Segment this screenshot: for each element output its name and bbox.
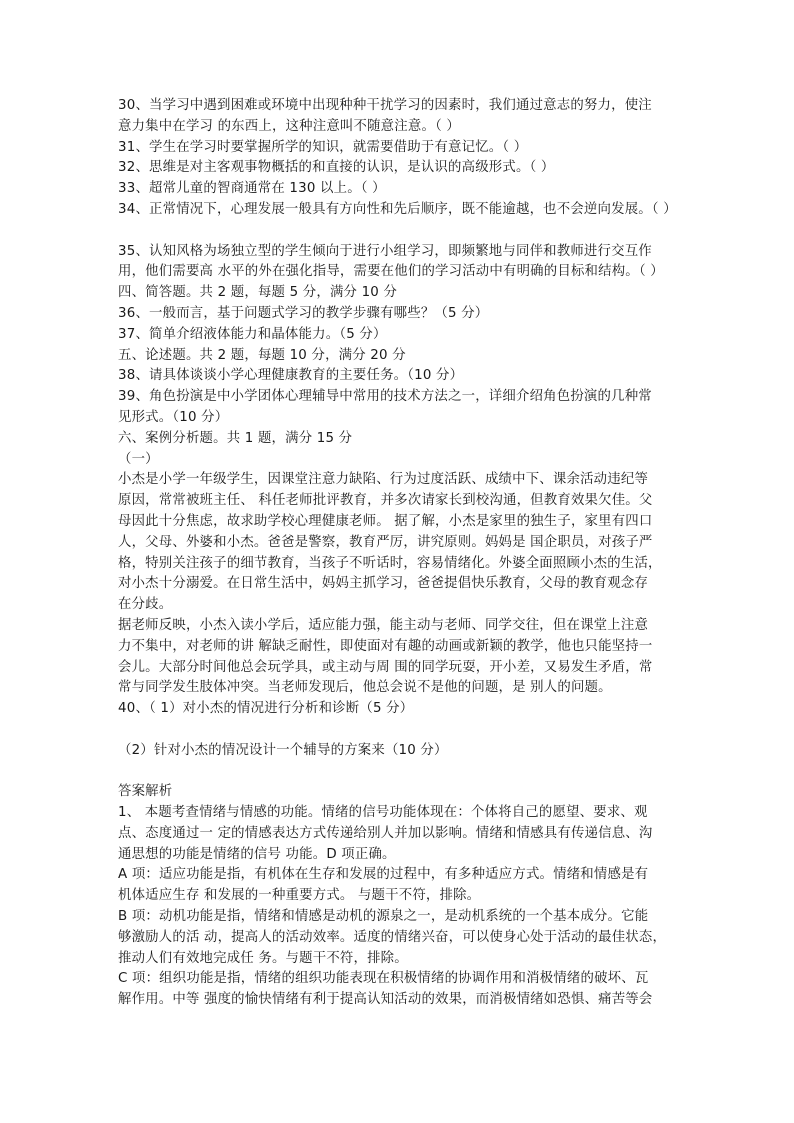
- case-paragraph-2-line-3: 会儿。大部分时间他总会玩学具，或主动与周 围的同学玩耍，开小差，又易发生矛盾，常: [118, 659, 653, 675]
- case-paragraph-1-line-3: 母因此十分焦虑，故求助学校心理健康老师。 据了解，小杰是家里的独生子，家里有四口: [118, 513, 653, 529]
- answer-1-option-a-line-2: 机体适应生存 和发展的一种重要方式。 与题干不符，排除。: [118, 888, 481, 904]
- question-31: 31、学生在学习时要掌握所学的知识，就需要借助于有意记忆。（ ）: [118, 139, 528, 155]
- case-paragraph-2-line-4: 常与同学发生肢体冲突。当老师发现后，他总会说不是他的问题，是 别人的问题。: [118, 680, 612, 696]
- case-paragraph-1-line-7: 在分歧。: [118, 597, 173, 613]
- case-paragraph-2-line-1: 据老师反映，小杰入读小学后，适应能力强，能主动与老师、同学交往，但在课堂上注意: [118, 617, 649, 633]
- question-37: 37、简单介绍液体能力和晶体能力。（5 分）: [118, 326, 387, 342]
- answer-1-line-1: 1、 本题考查情绪与情感的功能。情绪的信号功能体现在：个体将自己的愿望、要求、观: [118, 805, 648, 821]
- answer-1-line-2: 点、态度通过一 定的情感表达方式传递给别人并加以影响。情绪和情感具有传递信息、沟: [118, 825, 653, 841]
- answer-1-option-b-line-2: 够激励人的活 动，提高人的活动效率。适度的情绪兴奋，可以使身心处于活动的最佳状态，: [118, 929, 667, 945]
- answer-1-option-b-line-1: B 项：动机功能是指，情绪和情感是动机的源泉之一，是动机系统的一个基本成分。它能: [118, 909, 649, 925]
- case-paragraph-2-line-2: 力不集中，对老师的讲 解缺乏耐性，即使面对有趣的动画或新颖的教学，他也只能坚持一: [118, 638, 653, 654]
- case-paragraph-1-line-5: 格，特别关注孩子的细节教育，当孩子不听话时，容易情绪化。外婆全面照顾小杰的生活，: [118, 555, 662, 571]
- case-paragraph-1-line-4: 人，父母、外婆和小杰。爸爸是警察，教育严厉，讲究原则。妈妈是 国企职员，对孩子严: [118, 534, 653, 550]
- question-30-line-1: 30、当学习中遇到困难或环境中出现种种干扰学习的因素时，我们通过意志的努力，使注: [118, 98, 652, 113]
- blank-line: [118, 221, 698, 242]
- answer-1-line-3: 通思想的功能是情绪的信号 功能。D 项正确。: [118, 846, 396, 862]
- question-38: 38、请具体谈谈小学心理健康教育的主要任务。（10 分）: [118, 368, 464, 384]
- section-heading-case-analysis: 六、案例分析题。共 1 题，满分 15 分: [118, 430, 353, 446]
- question-34: 34、正常情况下，心理发展一般具有方向性和先后顺序，既不能逾越，也不会逆向发展。（ ）: [118, 201, 677, 217]
- question-33: 33、超常儿童的智商通常在 130 以上。（ ）: [118, 181, 386, 197]
- blank-line: [118, 762, 698, 783]
- case-paragraph-1-line-1: 小杰是小学一年级学生，因课堂注意力缺陷、行为过度活跃、成绩中下、课余活动违纪等: [118, 472, 649, 488]
- question-40-part-2: （2）针对小杰的情况设计一个辅导的方案来（10 分）: [118, 742, 448, 758]
- section-heading-essay: 五、论述题。共 2 题，每题 10 分，满分 20 分: [118, 347, 406, 363]
- question-36: 36、一般而言，基于问题式学习的教学步骤有哪些？（5 分）: [118, 305, 489, 321]
- question-39-line-2: 见形式。（10 分）: [118, 409, 229, 425]
- answer-1-option-c-line-1: C 项：组织功能是指，情绪的组织功能表现在积极情绪的协调作用和消极情绪的破坏、瓦: [118, 971, 649, 987]
- case-number: （一）: [118, 451, 159, 467]
- answer-1-option-c-line-2: 解作用。中等 强度的愉快情绪有利于提高认知活动的效果，而消极情绪如恐惧、痛苦等会: [118, 992, 653, 1008]
- case-paragraph-1-line-2: 原因，常常被班主任、 科任老师批评教育，并多次请家长到校沟通，但教育效果欠佳。父: [118, 493, 653, 509]
- question-35-line-1: 35、认知风格为场独立型的学生倾向于进行小组学习，即频繁地与同伴和教师进行交互作: [118, 243, 652, 259]
- answer-1-option-b-line-3: 推动人们有效地完成任 务。与题干不符，排除。: [118, 950, 408, 966]
- blank-line: [118, 720, 698, 741]
- question-30-line-2: 意力集中在学习 的东西上，这种注意叫不随意注意。（ ）: [118, 118, 460, 134]
- question-35-line-2: 用，他们需要高 水平的外在强化指导，需要在他们的学习活动中有明确的目标和结构。（ ）: [118, 264, 664, 280]
- answers-heading: 答案解析: [118, 784, 173, 800]
- case-paragraph-1-line-6: 对小杰十分溺爱。在日常生活中，妈妈主抓学习，爸爸提倡快乐教育，父母的教育观念存: [118, 576, 649, 592]
- document-page: [118, 96, 698, 1011]
- question-39-line-1: 39、角色扮演是中小学团体心理辅导中常用的技术方法之一，详细介绍角色扮演的几种常: [118, 389, 652, 405]
- answer-1-option-a-line-1: A 项：适应功能是指，有机体在生存和发展的过程中，有多种适应方式。情绪和情感是有: [118, 867, 649, 883]
- section-heading-short-answer: 四、简答题。共 2 题，每题 5 分，满分 10 分: [118, 285, 398, 301]
- question-32: 32、思维是对主客观事物概括的和直接的认识，是认识的高级形式。（ ）: [118, 160, 555, 176]
- question-40-part-1: 40、（ 1）对小杰的情况进行分析和诊断（5 分）: [118, 701, 414, 717]
